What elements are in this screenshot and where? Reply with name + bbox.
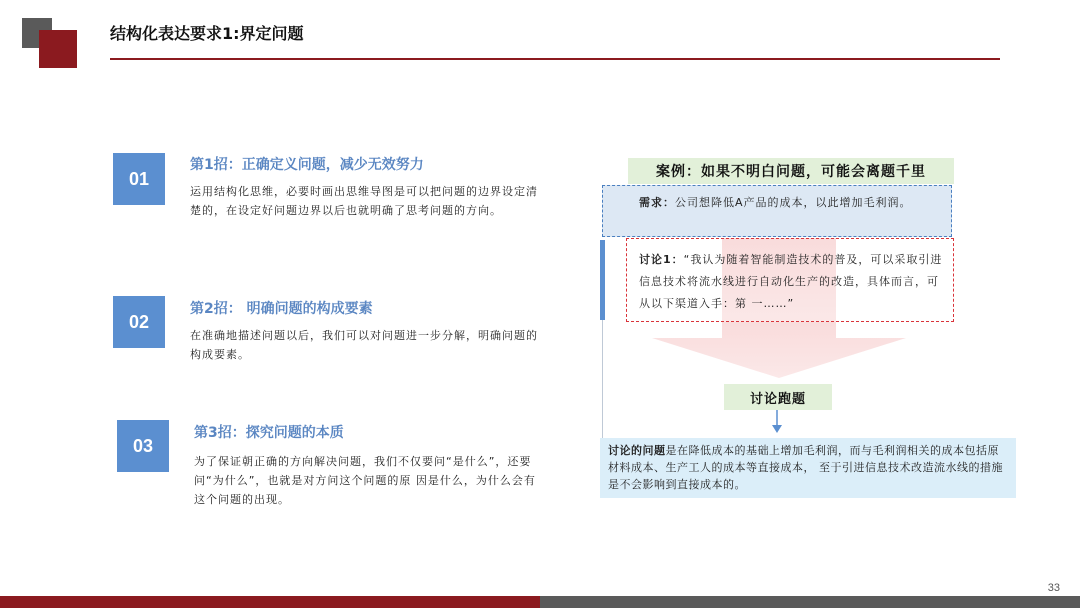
tip-number-badge-2: 02 — [113, 296, 165, 348]
conclusion-label: 讨论的问题 — [608, 444, 666, 457]
tip-desc-3: 为了保证朝正确的方向解决问题，我们不仅要问“是什么”，还要问“为什么”，也就是对方问这个问题的原 因是什么，为什么会有这个问题的出现。 — [194, 455, 536, 506]
footer-bar-red — [0, 596, 540, 608]
tip-title-1: 第1招：正确定义问题，减少无效努力 — [190, 157, 424, 173]
footer-bar-gray — [540, 596, 1080, 608]
discuss-label: 讨论1： — [639, 253, 684, 266]
connector-line — [602, 320, 603, 440]
page-title: 结构化表达要求1:界定问题 — [110, 24, 304, 43]
logo-square-red — [39, 30, 77, 68]
need-box — [602, 185, 952, 237]
conclusion-box — [600, 438, 1016, 498]
tip-number-badge-1: 01 — [113, 153, 165, 205]
small-down-arrow-icon — [770, 410, 784, 434]
need-label: 需求： — [639, 196, 675, 209]
page-number: 33 — [1047, 582, 1060, 594]
accent-bar — [600, 240, 605, 320]
title-divider — [110, 58, 1000, 60]
case-banner: 案例：如果不明白问题，可能会离题千里 — [628, 158, 954, 184]
offtopic-label: 讨论跑题 — [724, 384, 832, 410]
tip-title-3: 第3招：探究问题的本质 — [194, 425, 344, 441]
discussion-box — [626, 238, 954, 322]
tip-number-badge-3: 03 — [117, 420, 169, 472]
tip-desc-1: 运用结构化思维，必要时画出思维导图是可以把问题的边界设定清楚的，在设定好问题边界以后也就明确了思考问题的方向。 — [190, 185, 538, 217]
discuss-text: “我认为随着智能制造技术的普及，可以采取引进信息技术将流水线进行自动化生产的改造，具体而言，可从以下渠道入手：第 一……” — [639, 253, 943, 310]
tip-desc-2: 在准确地描述问题以后，我们可以对问题进一步分解，明确问题的构成要素。 — [190, 329, 538, 361]
conclusion-text: 是在降低成本的基础上增加毛利润，而与毛利润相关的成本包括原材料成本、生产工人的成本等直接成本， 至于引进信息技术改造流水线的措施是不会影响到直接成本的。 — [608, 444, 1003, 491]
tip-title-2: 第2招： 明确问题的构成要素 — [190, 301, 373, 317]
need-text: 公司想降低A产品的成本，以此增加毛利润。 — [675, 196, 912, 209]
